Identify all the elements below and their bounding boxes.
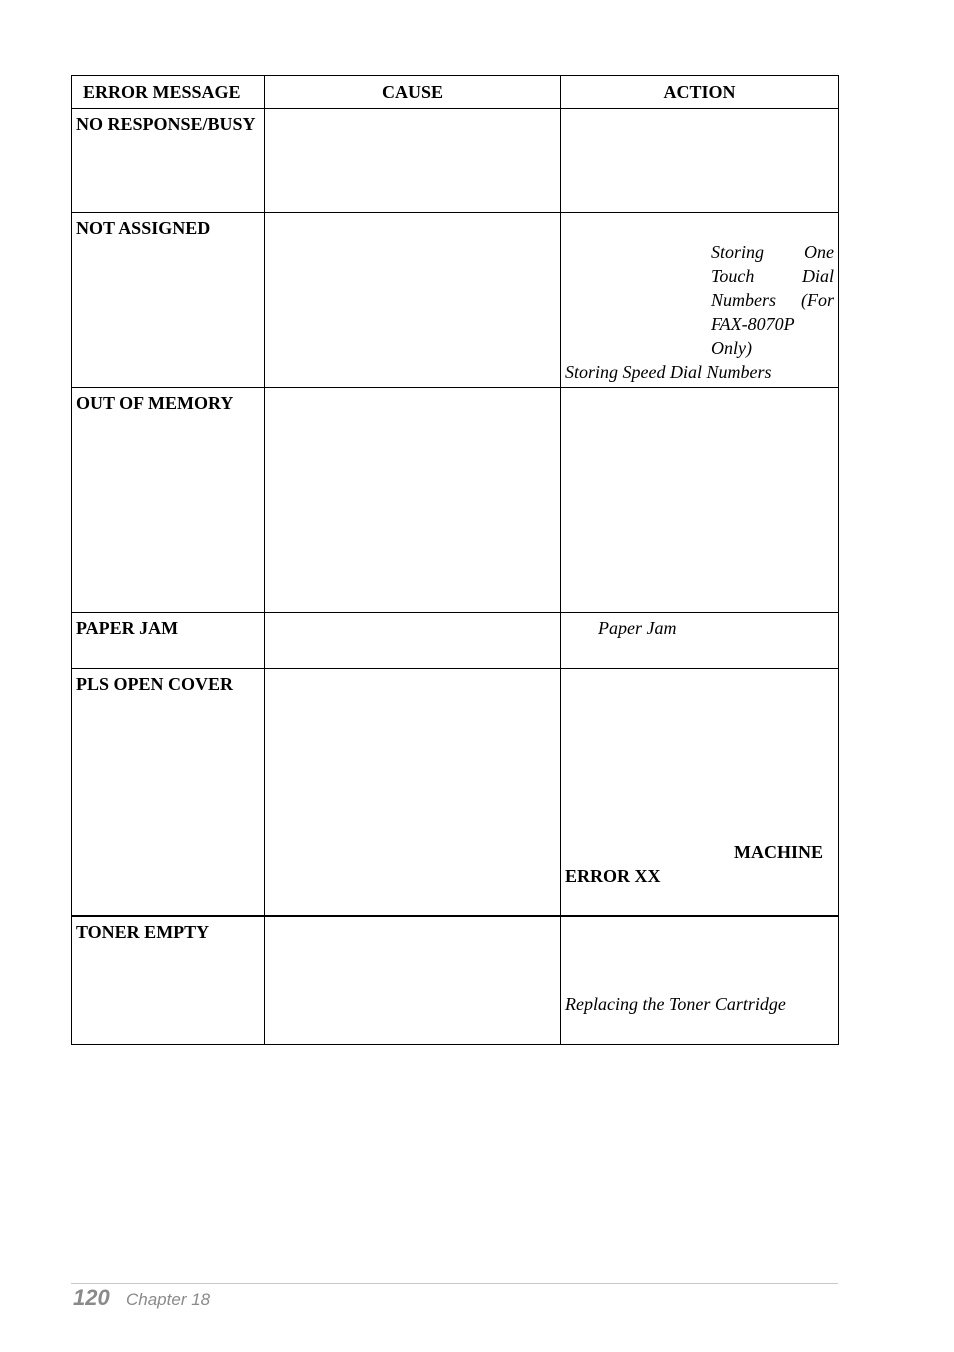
cause-cell bbox=[265, 388, 561, 613]
cause-cell bbox=[265, 613, 561, 669]
action-reference: Replacing the Toner Cartridge bbox=[565, 994, 786, 1014]
action-cell bbox=[561, 916, 839, 1045]
header-cause: CAUSE bbox=[265, 76, 561, 109]
table-row bbox=[72, 669, 839, 917]
table-row bbox=[72, 916, 839, 1045]
cause-cell bbox=[265, 669, 561, 917]
error-message-table bbox=[71, 75, 839, 1045]
error-message-cell: OUT OF MEMORY bbox=[72, 388, 265, 613]
action-reference: Storing One Touch Dial Numbers (For FAX-8070P Only) bbox=[711, 242, 834, 358]
action-reference: Paper Jam bbox=[598, 618, 677, 638]
table-row bbox=[72, 213, 839, 388]
header-error-message: ERROR MESSAGE bbox=[72, 76, 265, 109]
error-message-cell: PLS OPEN COVER bbox=[72, 669, 265, 917]
page-number: 120 bbox=[73, 1285, 110, 1310]
action-cell bbox=[561, 613, 839, 669]
action-reference: Storing Speed Dial Numbers bbox=[565, 362, 772, 382]
cause-cell bbox=[265, 213, 561, 388]
error-message-cell: PAPER JAM bbox=[72, 613, 265, 669]
action-cell bbox=[561, 213, 839, 388]
action-cell bbox=[561, 669, 839, 917]
table-row bbox=[72, 109, 839, 213]
table-row bbox=[72, 613, 839, 669]
error-message-cell: NO RESPONSE/BUSY bbox=[72, 109, 265, 213]
cause-cell bbox=[265, 109, 561, 213]
action-reference: MACHINE ERROR XX bbox=[565, 842, 823, 886]
cause-cell bbox=[265, 916, 561, 1045]
table-row bbox=[72, 388, 839, 613]
table-header-row bbox=[72, 76, 839, 109]
header-action: ACTION bbox=[561, 76, 839, 109]
error-message-cell: NOT ASSIGNED bbox=[72, 213, 265, 388]
footer-divider bbox=[71, 1283, 838, 1284]
chapter-label: Chapter 18 bbox=[126, 1290, 211, 1309]
action-cell bbox=[561, 388, 839, 613]
action-cell bbox=[561, 109, 839, 213]
error-message-cell: TONER EMPTY bbox=[72, 916, 265, 1045]
